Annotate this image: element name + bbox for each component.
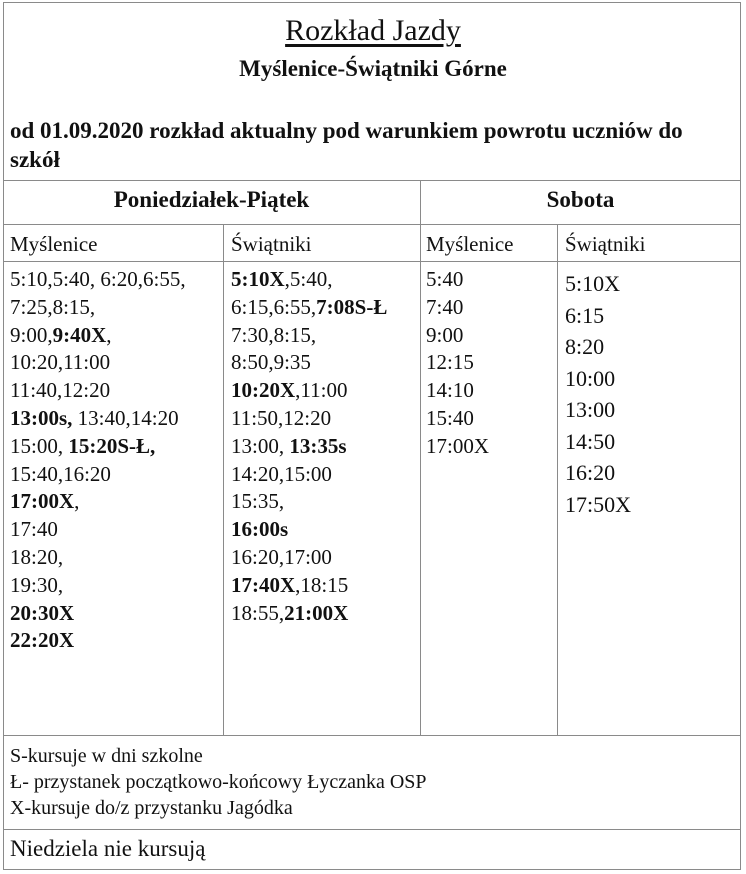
departure-time: 13:00, xyxy=(231,433,290,458)
sunday-note: Niedziela nie kursują xyxy=(10,836,206,861)
divider-times xyxy=(3,261,741,262)
departure-line xyxy=(10,405,186,433)
departure-time-marked: 17:00X xyxy=(10,489,75,514)
departure-line xyxy=(10,627,186,655)
departure-line xyxy=(231,461,387,489)
departure-line xyxy=(231,405,387,433)
departure-time: 19:30, xyxy=(10,572,64,597)
departure-line xyxy=(231,349,387,377)
departure-line xyxy=(231,433,387,461)
departure-time: 17:40 xyxy=(10,517,58,542)
departure-line xyxy=(426,349,489,377)
departure-time: 12:15 xyxy=(426,350,474,375)
departure-line xyxy=(10,433,186,461)
legend-item-l: Ł- przystanek początkowo-końcowy Łyczanka OSP xyxy=(10,771,427,793)
departure-time: 8:50,9:35 xyxy=(231,350,311,375)
departure-time: ,18:15 xyxy=(295,572,349,597)
departure-time-marked: 10:20X xyxy=(231,378,296,403)
departure-line xyxy=(231,266,387,294)
departure-line xyxy=(231,572,387,600)
departure-line xyxy=(426,322,489,350)
departure-time-marked: 9:40X xyxy=(52,322,107,347)
departure-line xyxy=(10,572,186,600)
departure-time-marked: 17:40X xyxy=(231,572,296,597)
departure-time: 11:50,12:20 xyxy=(231,405,332,430)
departure-time: 6:15 xyxy=(565,302,605,328)
departure-time: 11:40,12:20 xyxy=(10,378,111,403)
departure-time-marked: 15:20S-Ł, xyxy=(68,433,156,458)
departure-time-marked: 17:50X xyxy=(565,491,631,517)
departure-time: 15:40 xyxy=(426,405,474,430)
departure-time: ,5:40, xyxy=(284,267,333,291)
departure-line xyxy=(10,266,186,294)
departure-time: 7:40 xyxy=(426,294,464,319)
departure-line xyxy=(426,294,489,322)
departure-line xyxy=(10,461,186,489)
departure-time: 18:20, xyxy=(10,544,64,569)
departure-line xyxy=(231,516,387,544)
departure-time: 16:20 xyxy=(565,460,616,485)
departure-time: ,11:00 xyxy=(295,378,348,403)
departure-time: 15:35, xyxy=(231,489,285,514)
departure-time-marked: 16:00s xyxy=(231,517,289,542)
departure-line xyxy=(10,516,186,544)
departure-time: 15:00, xyxy=(10,433,69,458)
departures-weekday-swiatniki xyxy=(231,266,387,627)
departure-time: 10:00 xyxy=(565,365,616,391)
departure-time: , xyxy=(106,322,112,347)
departure-time: 9:00, xyxy=(10,322,53,347)
departure-time: 14:10 xyxy=(426,378,474,403)
weekday-heading: Poniedziałek-Piątek xyxy=(113,187,310,212)
column-divider-2 xyxy=(420,180,421,735)
departure-line xyxy=(426,377,489,405)
departure-time-marked: 5:10X xyxy=(231,267,285,291)
departure-time: 5:10,5:40, 6:20,6:55, xyxy=(10,267,186,291)
departure-line xyxy=(10,600,186,628)
validity-notice: od 01.09.2020 rozkład aktualny pod warunkiem powrotu uczniów do szkół xyxy=(10,118,683,172)
departure-time: 13:40,14:20 xyxy=(72,405,179,430)
departure-time: 16:20,17:00 xyxy=(231,544,332,569)
departure-time-marked: 13:35s xyxy=(289,433,347,458)
divider-days xyxy=(3,180,741,181)
departure-time-marked: 21:00X xyxy=(284,600,349,625)
departure-time: 5:40 xyxy=(426,267,464,291)
departure-time: 14:20,15:00 xyxy=(231,461,332,486)
col-heading-weekday-swiatniki: Świątniki xyxy=(231,232,312,256)
departure-line xyxy=(565,457,631,489)
departure-time: 13:00 xyxy=(565,397,616,422)
departure-time-marked: 22:20X xyxy=(10,628,75,653)
legend-item-s: S-kursuje w dni szkolne xyxy=(10,745,203,767)
departure-time: 8:20 xyxy=(565,334,605,359)
departure-line xyxy=(231,322,387,350)
legend xyxy=(10,743,427,821)
departure-time-marked: 20:30X xyxy=(10,600,75,625)
divider-headings xyxy=(3,224,741,225)
col-heading-saturday-swiatniki: Świątniki xyxy=(565,232,646,256)
departure-line xyxy=(565,426,631,458)
page-title: Rozkład Jazdy xyxy=(285,14,461,47)
departure-time: 14:50 xyxy=(565,428,616,454)
departure-line xyxy=(426,405,489,433)
departure-time-marked: 7:08S-Ł xyxy=(316,294,388,319)
departure-line xyxy=(565,268,631,300)
departure-line xyxy=(426,433,489,461)
departure-line xyxy=(231,544,387,572)
legend-item-x: X-kursuje do/z przystanku Jagódka xyxy=(10,797,293,819)
departure-time: 6:15,6:55, xyxy=(231,294,317,319)
departure-line xyxy=(10,377,186,405)
saturday-heading: Sobota xyxy=(546,187,615,212)
departure-time-marked: 17:00X xyxy=(426,433,489,458)
column-divider-1 xyxy=(223,224,224,735)
divider-footer xyxy=(3,829,741,830)
departure-time: 7:30,8:15, xyxy=(231,322,317,347)
route-name: Myślenice-Świątniki Górne xyxy=(239,56,507,81)
departure-time: 18:55, xyxy=(231,600,285,625)
col-heading-saturday-myslenice: Myślenice xyxy=(426,232,514,256)
divider-legend xyxy=(3,735,741,736)
departure-time-marked: 13:00s, xyxy=(10,405,73,430)
departure-line xyxy=(565,489,631,521)
departure-time-marked: 5:10X xyxy=(565,271,620,296)
departure-line xyxy=(10,544,186,572)
departure-line xyxy=(565,331,631,363)
departures-weekday-myslenice xyxy=(10,266,186,655)
departure-line xyxy=(231,377,387,405)
departure-line xyxy=(231,488,387,516)
departure-line xyxy=(10,294,186,322)
departure-line xyxy=(10,488,186,516)
departure-line xyxy=(231,600,387,628)
column-divider-3 xyxy=(557,224,558,735)
col-heading-weekday-myslenice: Myślenice xyxy=(10,232,98,256)
departure-line xyxy=(10,349,186,377)
departures-saturday-swiatniki xyxy=(565,268,631,520)
departure-time: 9:00 xyxy=(426,322,464,347)
departure-time: 7:25,8:15, xyxy=(10,294,96,319)
departure-line xyxy=(565,363,631,395)
departure-time: 15:40,16:20 xyxy=(10,461,111,486)
departure-line xyxy=(10,322,186,350)
departure-line xyxy=(565,300,631,332)
departure-time: 10:20,11:00 xyxy=(10,350,111,375)
departure-line xyxy=(565,394,631,426)
departure-line xyxy=(231,294,387,322)
departures-saturday-myslenice xyxy=(426,266,489,461)
departure-line xyxy=(426,266,489,294)
departure-time: , xyxy=(74,489,80,514)
